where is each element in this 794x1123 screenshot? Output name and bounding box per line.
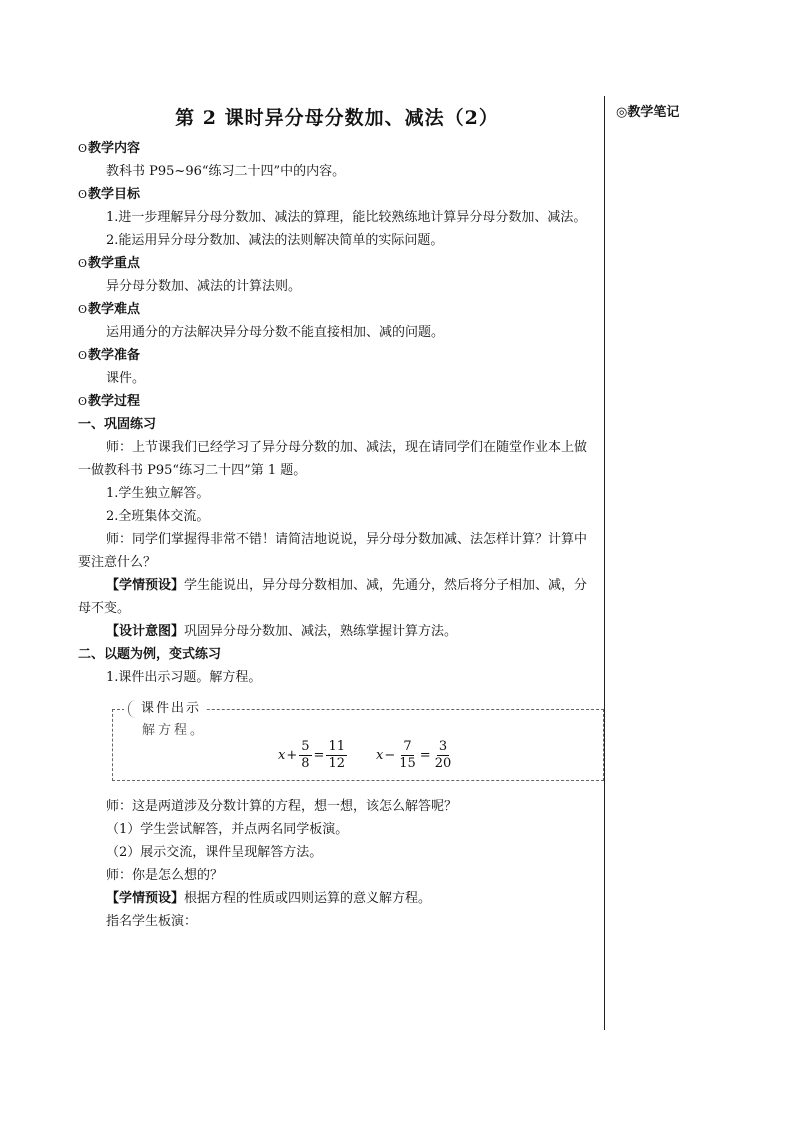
goal-2-text: 2.能运用异分母分数加、减法的法则解决简单的实际问题。: [106, 233, 444, 248]
difficulties-text: 运用通分的方法解决异分母分数不能直接相加、减的问题。: [106, 325, 445, 340]
equation-1: x + $\frac{5}{8}$ = $\frac{11}{12}$: [278, 739, 345, 771]
goal-1-text: 1.进一步理解异分母分数加、减法的算理，能比较熟练地计算异分母分数加、减法。: [106, 210, 587, 225]
section-mark-icon: ʘ: [78, 349, 88, 362]
teaching-notes-label: ◎教学笔记: [616, 105, 680, 120]
content-text: 教科书 P95~96“练习二十四”中的内容。: [106, 164, 346, 179]
section-heading-difficulties: ʘ教学难点: [78, 302, 141, 317]
section-heading-goals: ʘ教学目标: [78, 187, 141, 202]
part1-design-intent: 【设计意图】巩固异分母分数加、减法，熟练掌握计算方法。: [106, 624, 458, 639]
equation-2: x − $\frac{7}{15}$ = $\frac{3}{20}$: [376, 739, 452, 771]
part1-teacher-text: 师：上节课我们已经学习了异分母分数的加、减法，现在请同学们在随堂作业本上做一做教科书 P95“练习二十四”第 1 题。: [78, 440, 588, 478]
section-mark-icon: ʘ: [78, 188, 88, 201]
lesson-plan-body: [78, 101, 596, 933]
courseware-instruction: 解方程。: [142, 723, 207, 738]
margin-divider-line: [604, 96, 605, 1030]
part1-step1: 1.学生独立解答。: [106, 486, 210, 501]
part2-teacher-question: 师：你是怎么想的？: [106, 868, 224, 883]
section-mark-icon: ʘ: [78, 257, 88, 270]
part1-student-preset: 【学情预设】学生能说出，异分母分数相加、减，先通分，然后将分子相加、减，分母不变。: [78, 578, 588, 616]
courseware-box: [112, 703, 596, 781]
part1-teacher-question: 师：同学们掌握得非常不错！请简洁地说说，异分母分数加减、法怎样计算？计算中要注意什么？: [78, 532, 588, 570]
preparation-text: 课件。: [106, 371, 146, 386]
section-heading-key-points: ʘ教学重点: [78, 256, 141, 271]
section-heading-process: ʘ教学过程: [78, 394, 141, 409]
part1-heading: 一、巩固练习: [78, 417, 157, 432]
part2-step-2: （2）展示交流，课件呈现解答方法。: [106, 845, 323, 860]
section-mark-icon: ʘ: [78, 303, 88, 316]
section-mark-icon: ʘ: [78, 142, 88, 155]
part2-board-work: 指名学生板演：: [106, 914, 198, 929]
part2-step1: 1.课件出示习题。解方程。: [106, 670, 262, 685]
part2-heading: 二、以题为例，变式练习: [78, 647, 222, 662]
section-heading-preparation: ʘ教学准备: [78, 348, 141, 363]
key-points-text: 异分母分数加、减法的计算法则。: [106, 279, 302, 294]
part2-teacher-text: 师：这是两道涉及分数计算的方程，想一想，该怎么解答呢？: [106, 799, 458, 814]
part1-step2: 2.全班集体交流。: [106, 509, 210, 524]
part2-step-1: （1）学生尝试解答，并点两名同学板演。: [106, 822, 349, 837]
section-mark-icon: ʘ: [78, 395, 88, 408]
part2-student-preset: 【学情预设】根据方程的性质或四则运算的意义解方程。: [106, 891, 432, 906]
courseware-label: 课件出示: [124, 697, 205, 720]
section-heading-content: ʘ教学内容: [78, 141, 141, 156]
page-title: 第 2 课时异分母分数加、减法（2）: [175, 107, 499, 129]
